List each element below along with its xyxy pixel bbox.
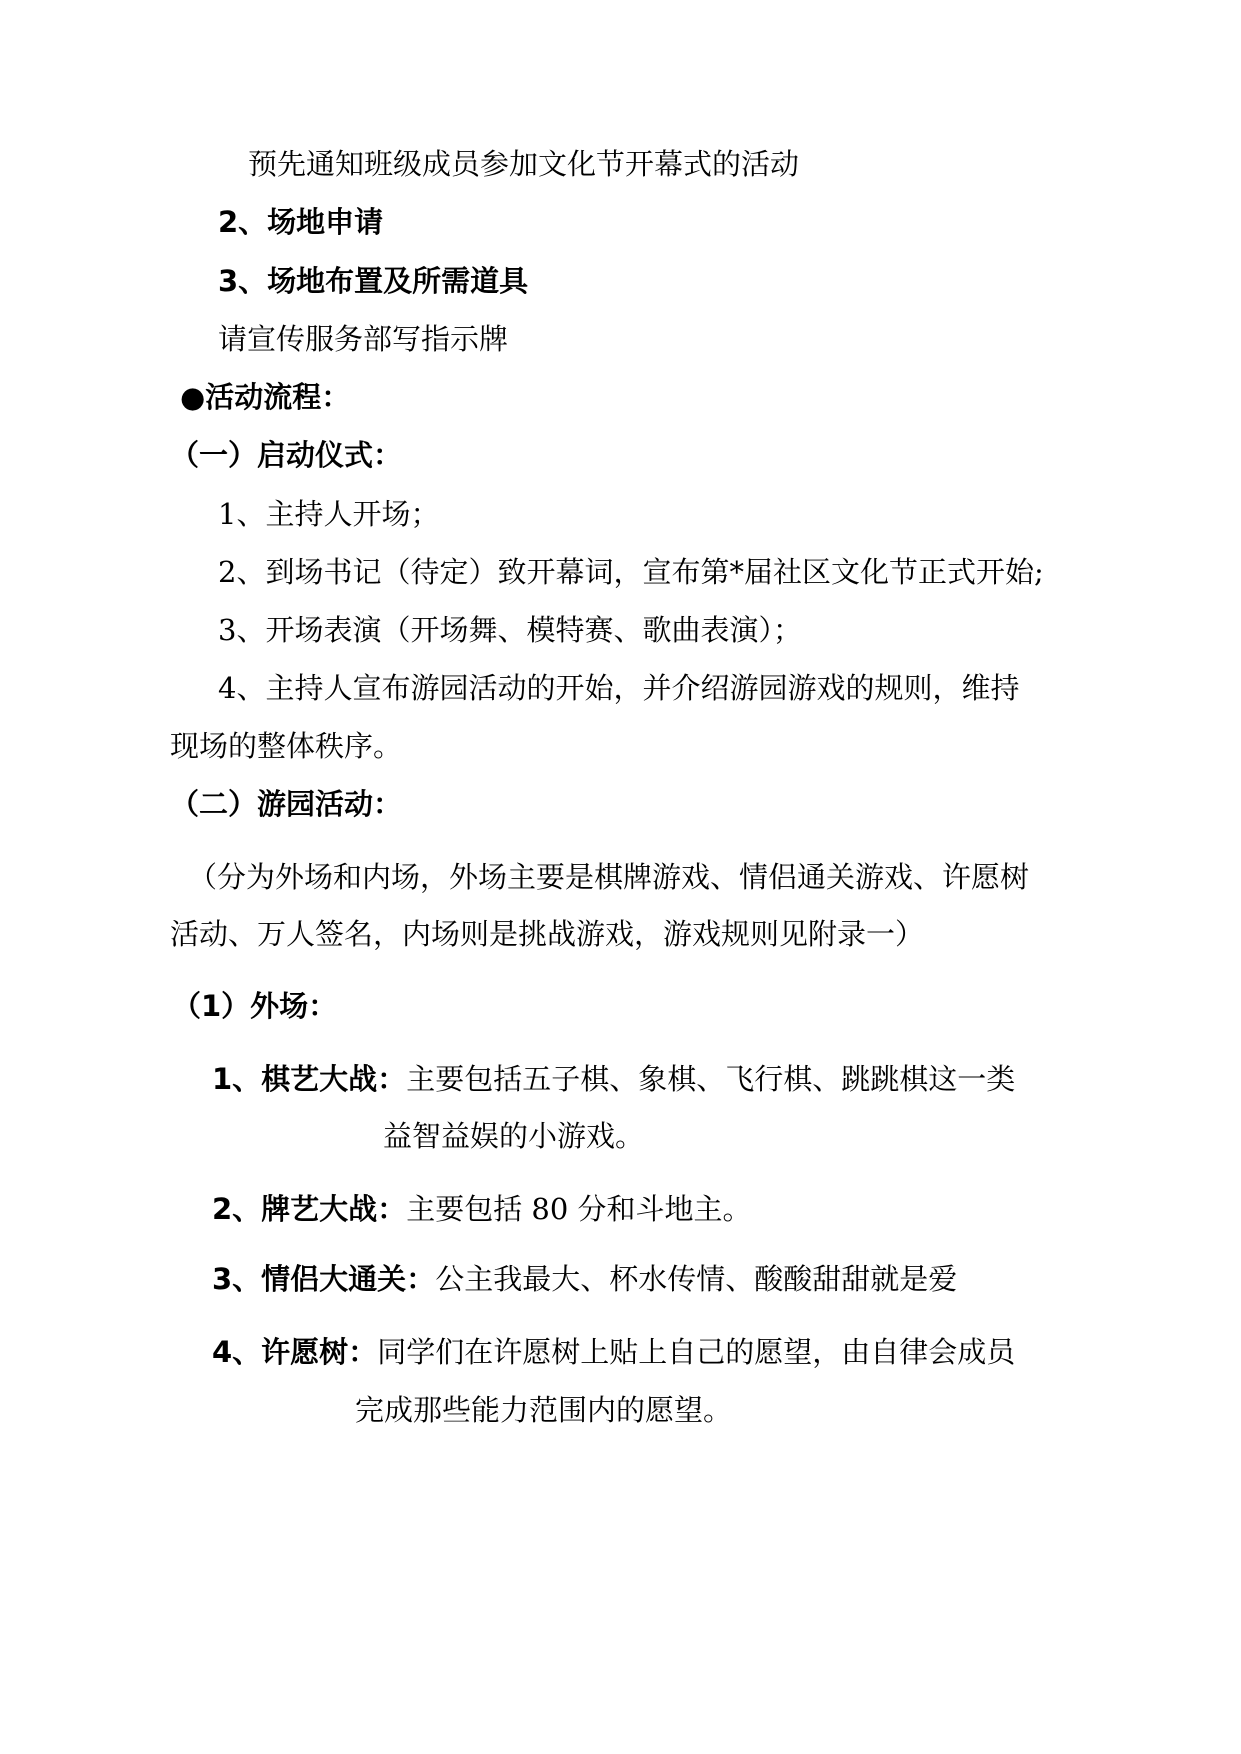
process-heading: ●活动流程： — [180, 380, 351, 414]
notice-line: 预先通知班级成员参加文化节开幕式的活动 — [248, 147, 800, 181]
step3-heading: 3、场地布置及所需道具 — [218, 264, 529, 298]
outer-item-desc: 主要包括五子棋、象棋、飞行棋、跳跳棋这一类 — [406, 1062, 1016, 1096]
outer-item-desc-continuation: 益智益娱的小游戏。 — [383, 1119, 645, 1153]
outer-item-term: 4、许愿树： — [212, 1335, 378, 1369]
outer-item-desc-continuation: 完成那些能力范围内的愿望。 — [355, 1393, 733, 1427]
step3-detail: 请宣传服务部写指示牌 — [218, 322, 509, 356]
outer-item — [212, 1335, 1016, 1369]
outer-heading: （1）外场： — [172, 989, 338, 1023]
section2-intro-line2: 活动、万人签名，内场则是挑战游戏，游戏规则见附录一） — [170, 917, 925, 951]
step2-heading: 2、场地申请 — [218, 205, 384, 239]
section1-item: 3、开场表演（开场舞、模特赛、歌曲表演）； — [218, 613, 802, 647]
outer-item — [212, 1062, 1016, 1096]
section1-item: 4、主持人宣布游园活动的开始，并介绍游园游戏的规则，维持 — [218, 671, 1020, 705]
outer-item — [212, 1262, 958, 1296]
outer-item-desc: 主要包括 80 分和斗地主。 — [406, 1192, 752, 1226]
outer-item-desc: 公主我最大、杯水传情、酸酸甜甜就是爱 — [435, 1262, 958, 1296]
section1-heading: （一）启动仪式： — [170, 438, 403, 472]
section2-heading: （二）游园活动： — [170, 787, 403, 821]
outer-item-term: 1、棋艺大战： — [212, 1062, 407, 1096]
section2-intro-line1: （分为外场和内场，外场主要是棋牌游戏、情侣通关游戏、许愿树 — [188, 860, 1030, 894]
outer-item-term: 2、牌艺大战： — [212, 1192, 407, 1226]
outer-item-term: 3、情侣大通关： — [212, 1262, 436, 1296]
outer-item — [212, 1192, 752, 1226]
section1-item-continuation: 现场的整体秩序。 — [170, 729, 403, 763]
outer-item-desc: 同学们在许愿树上贴上自己的愿望，由自律会成员 — [377, 1335, 1016, 1369]
section1-item: 2、到场书记（待定）致开幕词，宣布第*届社区文化节正式开始; — [218, 555, 1044, 589]
section1-item: 1、主持人开场； — [218, 497, 440, 531]
